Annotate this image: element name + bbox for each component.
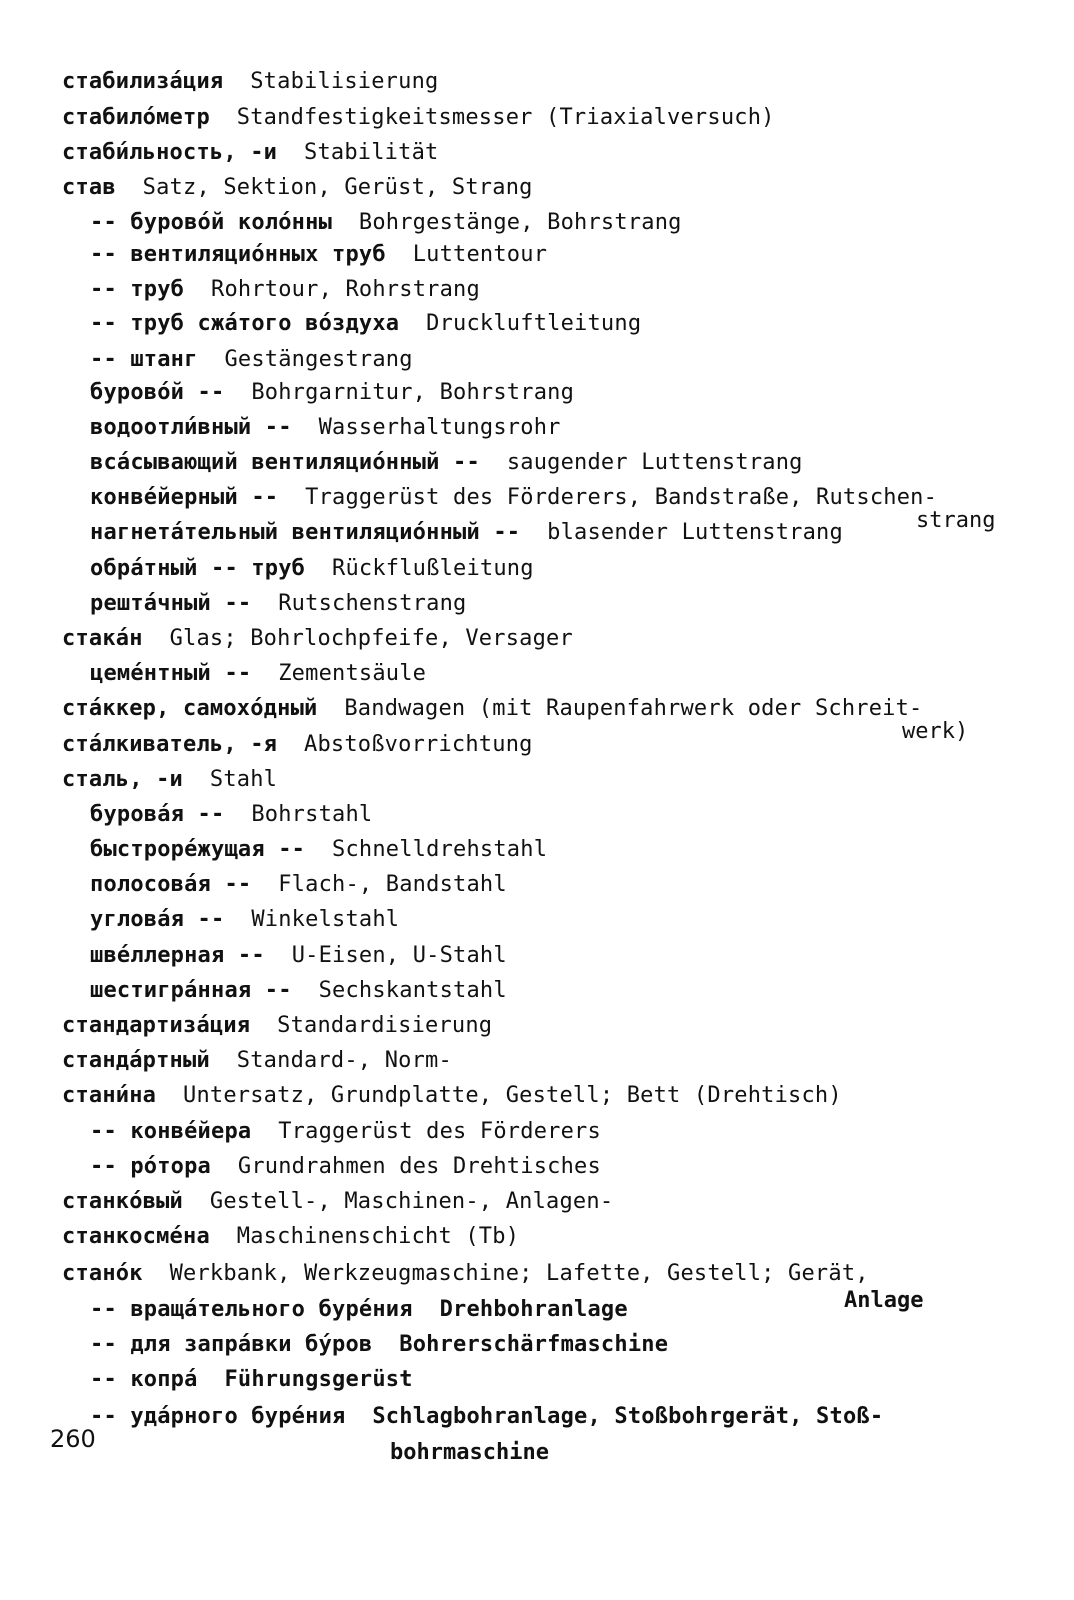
entry-line: став Satz, Sektion, Gerüst, Strang (62, 175, 533, 200)
entry-line: стабило́метр Standfestigkeitsmesser (Triaxialversuch) (62, 105, 775, 130)
entry-line: сталь, -и Stahl (62, 767, 278, 792)
subentry-line: -- вентиляцио́нных труб Luttentour (90, 242, 548, 267)
subentry-line: цеме́нтный -- Zementsäule (90, 661, 427, 686)
entry-line: ста́лкиватель, -я Abstoßvorrichtung (62, 732, 533, 757)
entry-line: стано́к Werkbank, Werkzeugmaschine; Lafette, Gestell; Gerät, (62, 1261, 869, 1286)
entry-line: станко́вый Gestell-, Maschinen-, Anlagen- (62, 1189, 614, 1214)
entry-line: станкосме́на Maschinenschicht (Tb) (62, 1224, 520, 1249)
subentry-line: решта́чный -- Rutschenstrang (90, 591, 467, 616)
subentry-line: углова́я -- Winkelstahl (90, 907, 400, 932)
subentry-line: -- для запра́вки бу́ров Bohrerschärfmaschine (90, 1332, 669, 1357)
entry-line: стабилиза́ция Stabilisierung (62, 69, 439, 94)
subentry-line: -- копра́ Führungsgerüst (90, 1367, 413, 1392)
subentry-line: водоотли́вный -- Wasserhaltungsrohr (90, 415, 561, 440)
subentry-line: -- труб сжа́того во́здуха Druckluftleitung (90, 311, 642, 336)
subentry-line: шве́ллерная -- U-Eisen, U-Stahl (90, 943, 507, 968)
entry-line: стандартиза́ция Standardisierung (62, 1013, 493, 1038)
subentry-line: бурово́й -- Bohrgarnitur, Bohrstrang (90, 380, 575, 405)
subentry-line: обра́тный -- труб Rückflußleitung (90, 556, 534, 581)
subentry-line: -- конве́йера Traggerüst des Förderers (90, 1119, 601, 1144)
subentry-line: -- враща́тельного буре́ния Drehbohranlage (90, 1297, 628, 1322)
wrap-continuation: bohrmaschine (390, 1440, 549, 1465)
subentry-line: -- бурово́й коло́нны Bohrgestänge, Bohrstrang (90, 210, 682, 235)
subentry-line: -- штанг Gestängestrang (90, 347, 413, 372)
subentry-line: полосова́я -- Flach-, Bandstahl (90, 872, 507, 897)
entry-line: станда́ртный Standard-, Norm- (62, 1048, 452, 1073)
entry-line: ста́ккер, самохо́дный Bandwagen (mit Raupenfahrwerk oder Schreit- (62, 696, 923, 721)
subentry-line: шестигра́нная -- Sechskantstahl (90, 978, 507, 1003)
subentry-line: бурова́я -- Bohrstahl (90, 802, 373, 827)
page-number: 260 (50, 1425, 96, 1453)
subentry-line: конве́йерный -- Traggerüst des Förderers, Bandstraße, Rutschen- (90, 485, 938, 510)
entry-line: стаби́льность, -и Stabilität (62, 140, 439, 165)
entry-line: стака́н Glas; Bohrlochpfeife, Versager (62, 626, 573, 651)
subentry-line: нагнета́тельный вентиляцио́нный -- blasender Luttenstrang (90, 520, 843, 545)
subentry-line: -- уда́рного буре́ния Schlagbohranlage, Stoßbohrgerät, Stoß- (90, 1404, 884, 1429)
entry-line: стани́на Untersatz, Grundplatte, Gestell; Bett (Drehtisch) (62, 1083, 842, 1108)
wrap-continuation: Anlage (844, 1288, 924, 1313)
wrap-continuation: strang (916, 508, 996, 533)
subentry-line: -- труб Rohrtour, Rohrstrang (90, 277, 480, 302)
subentry-line: -- ро́тора Grundrahmen des Drehtisches (90, 1154, 601, 1179)
subentry-line: быстроре́жущая -- Schnelldrehstahl (90, 837, 548, 862)
wrap-continuation: werk) (902, 719, 969, 744)
subentry-line: вса́сывающий вентиляцио́нный -- saugender Luttenstrang (90, 450, 803, 475)
